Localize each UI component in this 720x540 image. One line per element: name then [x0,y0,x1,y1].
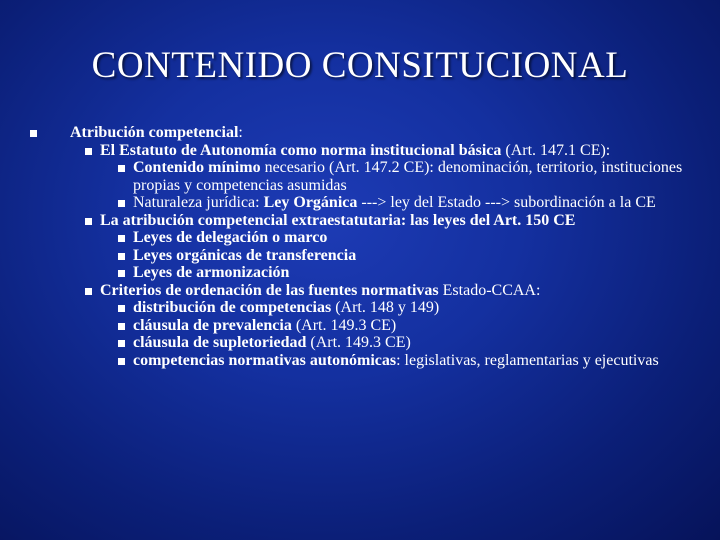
item-bold-text: Leyes de armonización [133,264,290,281]
slide-title: CONTENIDO CONSITUCIONAL [91,45,629,86]
list-item [30,159,690,194]
list-item [30,142,690,160]
item-text: (Art. 149.3 CE) [291,316,397,334]
item-bold-text: La atribución competencial extraestatutaria: las leyes del Art. 150 CE [100,211,576,229]
list-item [30,334,690,352]
list-item [30,352,690,370]
square-bullet-icon [85,148,92,155]
square-bullet-icon [118,270,125,277]
item-text: (Art. 149.3 CE) [306,334,411,351]
item-bold-text: cláusula de prevalencia [133,316,292,334]
item-text: (Art. 148 y 149) [331,299,440,316]
square-bullet-icon [118,165,125,172]
item-bold-text: Criterios de ordenación de las fuentes normativas [100,281,439,299]
square-bullet-icon [118,253,125,260]
list-item [30,229,690,247]
item-bold-text: cláusula de supletoriedad [133,334,307,351]
item-bold-text: Contenido mínimo [133,159,261,176]
square-bullet-icon [118,340,125,347]
item-bold-text: competencias normativas autonómicas [133,351,397,369]
item-bold-text: Leyes orgánicas de transferencia [133,246,357,264]
list-item [30,124,690,142]
item-bold-text: distribución de competencias [133,299,332,316]
list-item [30,212,690,230]
item-bold-text: Ley Orgánica [263,194,358,211]
square-bullet-icon [30,130,37,137]
list-item [30,317,690,335]
square-bullet-icon [85,218,92,225]
item-bold-text: El Estatuto de Autonomía como norma institucional básica [100,141,502,159]
square-bullet-icon [118,200,125,207]
square-bullet-icon [118,305,125,312]
item-text: Estado-CCAA: [438,281,541,299]
item-text: : [238,124,243,141]
item-text: ---> ley del Estado ---> subordinación a la CE [357,194,656,211]
item-text: necesario (Art. 147.2 CE): denominación, territorio, instituciones propias y competencias asumidas [133,159,683,194]
list-item [30,264,690,282]
square-bullet-icon [118,358,125,365]
square-bullet-icon [85,288,92,295]
list-item [30,282,690,300]
item-text: : legislativas, reglamentarias y ejecutivas [396,351,659,369]
slide-body [30,124,690,369]
item-text: (Art. 147.1 CE): [501,141,611,159]
list-item [30,299,690,317]
list-item [30,194,690,212]
square-bullet-icon [118,323,125,330]
item-text: Naturaleza jurídica: [133,194,264,211]
list-item [30,247,690,265]
item-bold-text: Leyes de delegación o marco [133,229,328,246]
item-bold-text: Atribución competencial [70,124,239,141]
square-bullet-icon [118,235,125,242]
